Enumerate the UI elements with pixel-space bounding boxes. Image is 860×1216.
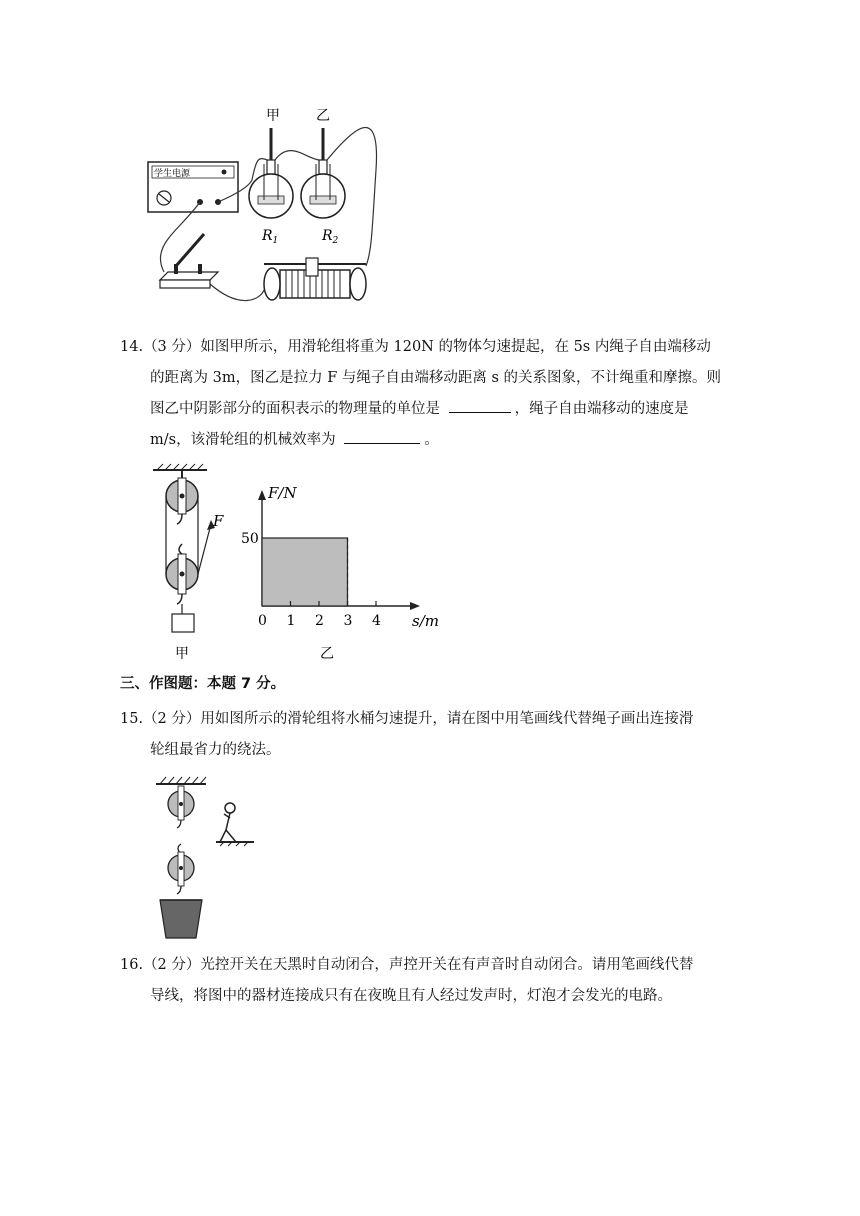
question-16 [120, 950, 760, 1012]
question-14-line-1: 14.（3 分）如图甲所示，用滑轮组将重为 120N 的物体匀速提起，在 5s 内绳子自由端移动 [120, 339, 711, 355]
movable-pulley-15 [168, 844, 194, 894]
person-figure [216, 803, 254, 842]
label-jia-14: 甲 [175, 646, 189, 662]
label-yi-14: 乙 [320, 646, 334, 662]
answer-blank-1[interactable] [449, 398, 511, 413]
y-axis-label: F/N [268, 484, 297, 502]
power-supply-label: 学生电源 [154, 169, 191, 179]
flask-r2 [301, 128, 345, 218]
question-15 [120, 704, 760, 766]
shaded-area [262, 538, 348, 606]
question-15-line-2: 轮组最省力的绕法。 [150, 742, 281, 758]
movable-pulley [166, 544, 198, 604]
question-14-number: 14. [120, 339, 144, 355]
switch [160, 234, 218, 288]
x-tick-label: 2 [315, 613, 324, 629]
label-r2: $R_2$ [322, 228, 339, 246]
x-tick-label: 3 [343, 613, 353, 629]
question-16-line-1: 16.（2 分）光控开关在天黑时自动闭合，声控开关在有声音时自动闭合。请用笔画线代替 [120, 957, 694, 973]
question-16-line-2: 导线，将图中的器材连接成只有在夜晚且有人经过发声时，灯泡才会发光的电路。 [150, 988, 672, 1004]
x-axis-label: s/m [412, 612, 439, 630]
question-14-line-3: 图乙中阴影部分的面积表示的物理量的单位是 ，绳子自由端移动的速度是 [120, 394, 760, 425]
section-title: 三、作图题：本题 7 分。 [120, 676, 286, 692]
force-label: F [213, 512, 224, 530]
label-r1: $R_1$ [262, 228, 279, 246]
circuit-figure [140, 100, 400, 320]
question-15-line-1: 15.（2 分）用如图所示的滑轮组将水桶匀速提升，请在图中用笔画线代替绳子画出连接滑 [120, 711, 694, 727]
x-tick-label: 0 [258, 613, 267, 629]
water-bucket [160, 900, 202, 938]
question-14-line-2: 的距离为 3m，图乙是拉力 F 与绳子自由端移动距离 s 的关系图象，不计绳重和摩擦。则 [150, 370, 722, 386]
bucket-pulley-figure [150, 772, 270, 944]
y-tick-label: 50 [241, 531, 259, 547]
question-15-number: 15. [120, 711, 144, 727]
question-16-number: 16. [120, 957, 144, 973]
question-14-line-4: m/s，该滑轮组的机械效率为 。 [120, 425, 760, 456]
pulley-figure-jia [145, 462, 245, 662]
question-14 [120, 332, 760, 456]
flask-r1 [249, 128, 293, 218]
x-tick-label: 1 [286, 613, 296, 629]
weight-block [172, 614, 194, 632]
answer-blank-2[interactable] [344, 429, 420, 444]
label-jia: 甲 [266, 108, 280, 124]
force-distance-chart [240, 480, 455, 665]
fixed-pulley [166, 470, 198, 524]
x-tick-label: 4 [372, 613, 381, 629]
rheostat [264, 258, 366, 300]
label-yi: 乙 [316, 108, 330, 124]
fixed-pulley-15 [168, 786, 194, 828]
power-supply [148, 162, 238, 212]
